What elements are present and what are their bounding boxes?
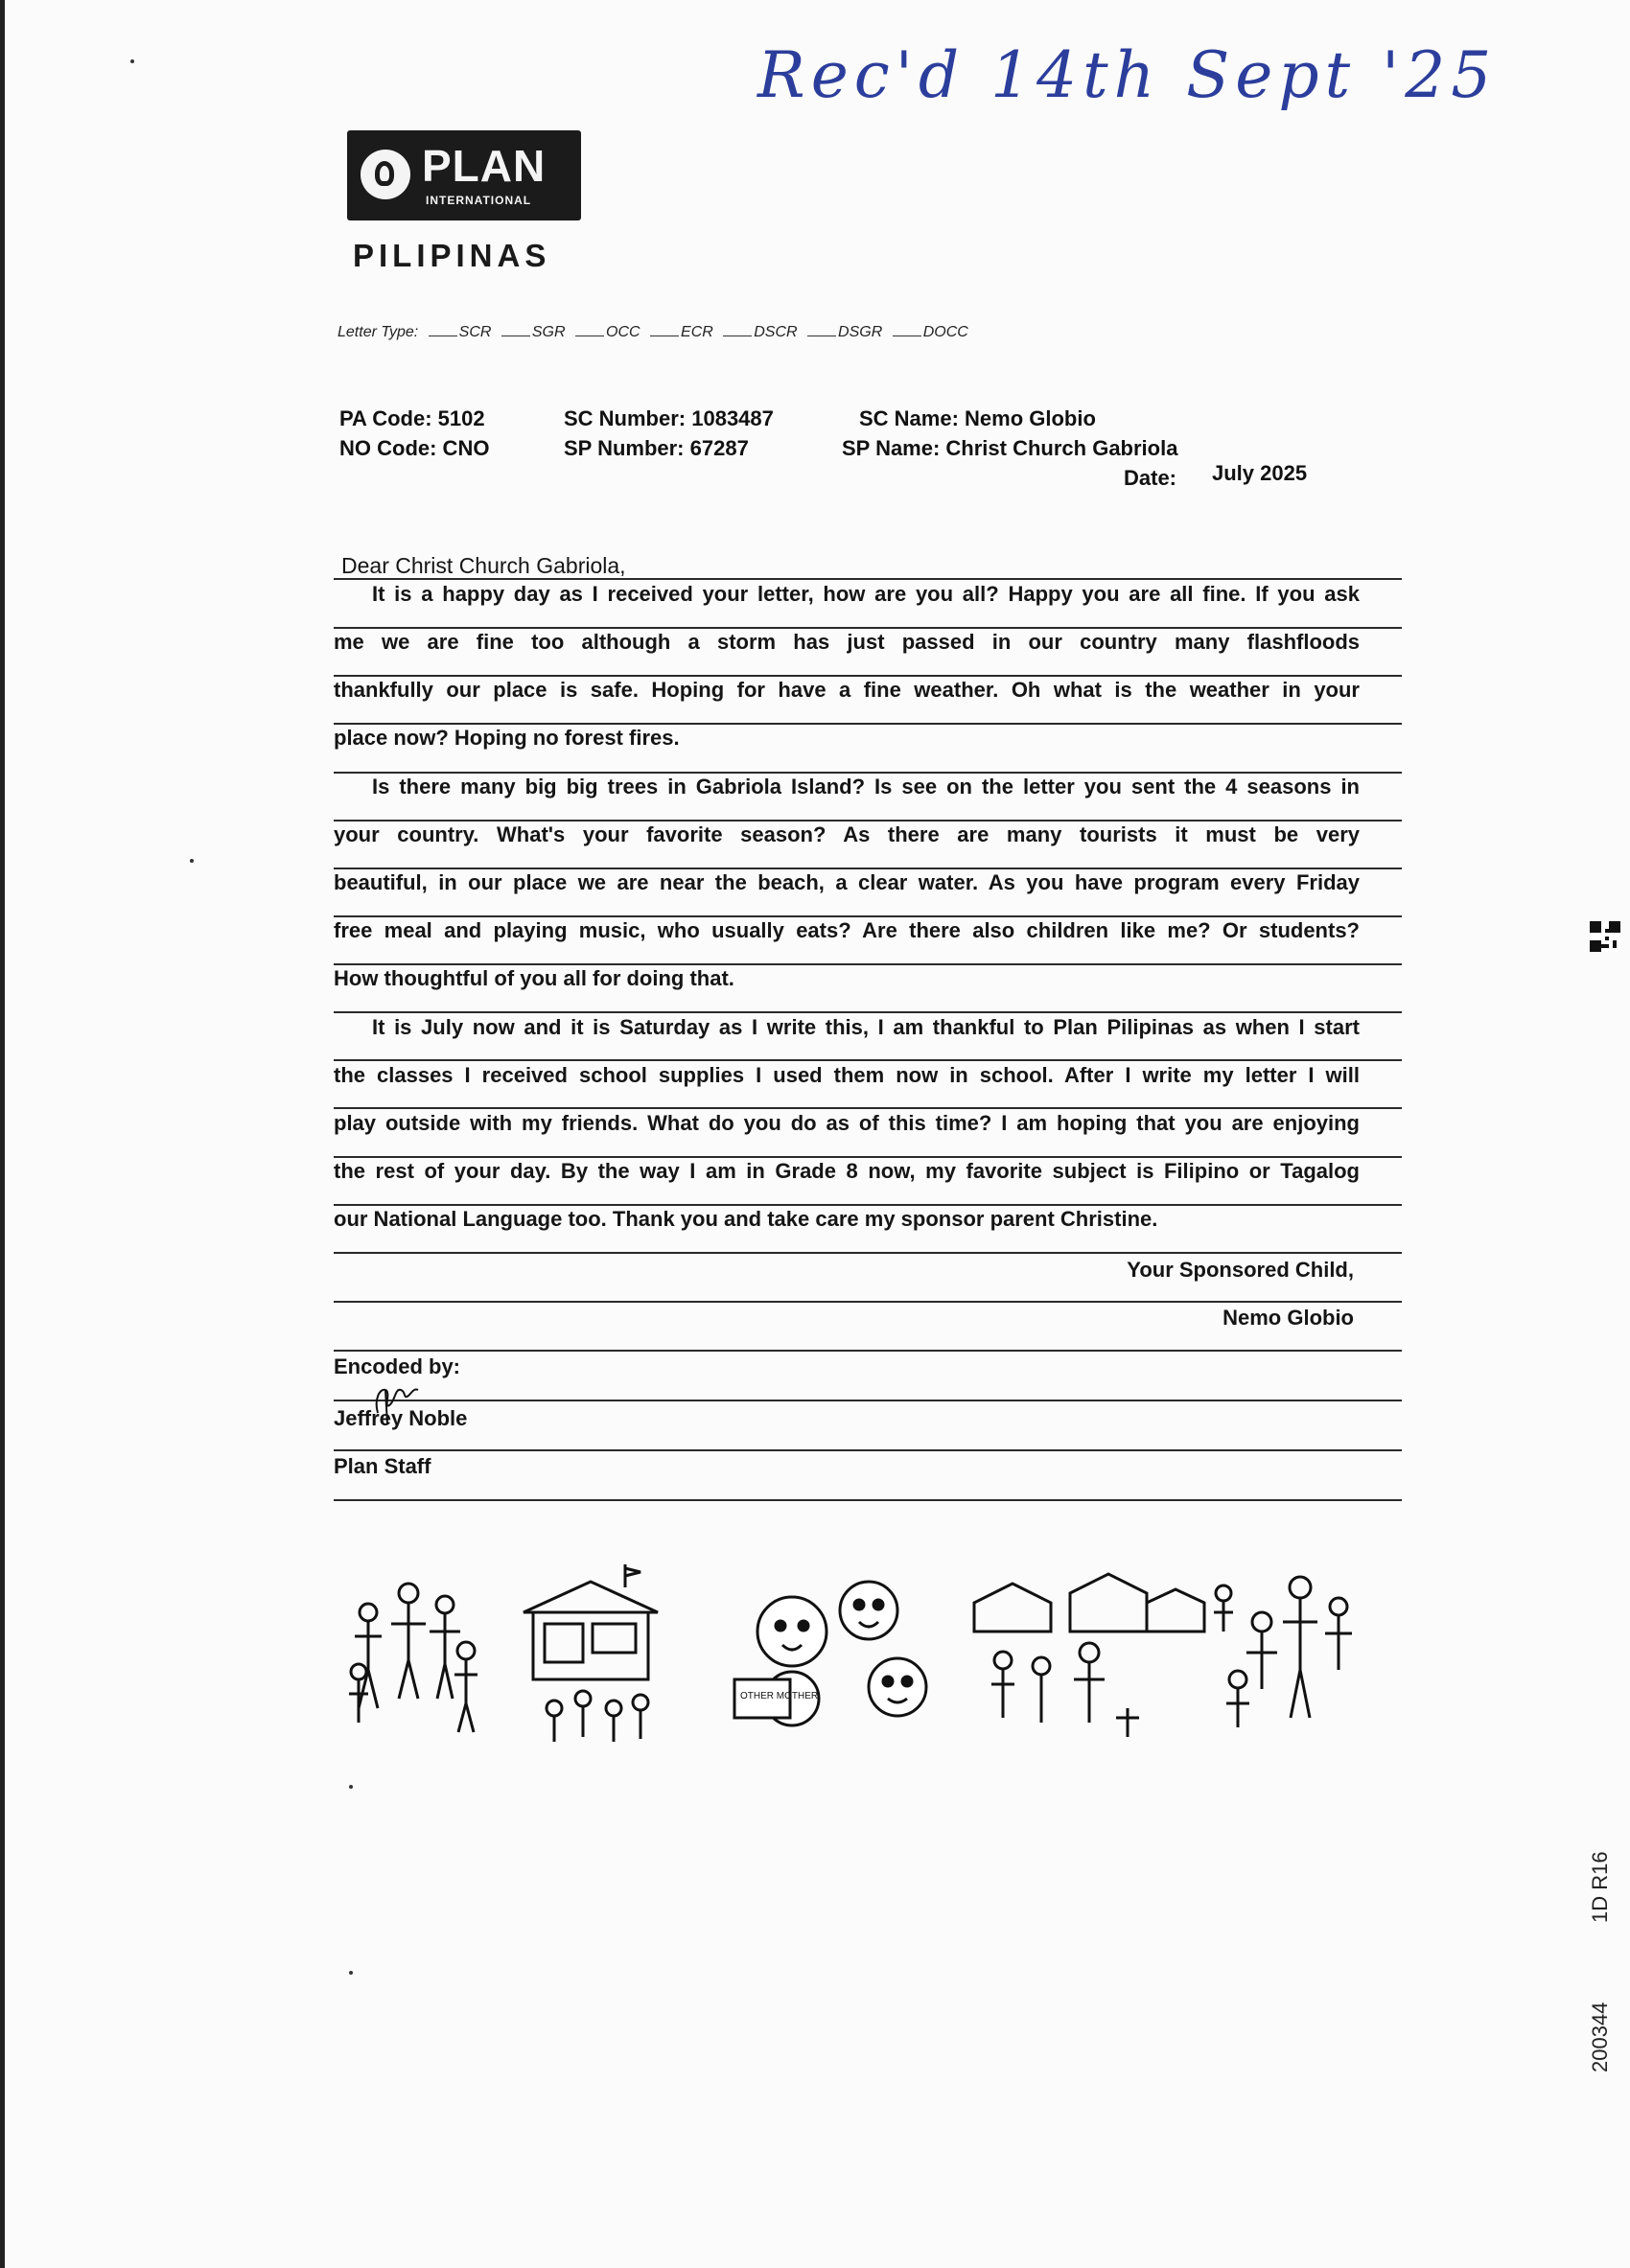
people-group-illustration (349, 1584, 477, 1732)
school-illustration (524, 1564, 658, 1742)
letter-line: thankfully our place is safe. Hoping for have a fine weather. Oh what is the weather in your (334, 678, 1360, 702)
letter-type-option: ECR (681, 324, 713, 340)
ruled-line (334, 1449, 1402, 1451)
letter-type-option: SGR (531, 324, 566, 340)
no-code: NO Code: CNO (339, 436, 490, 460)
ruled-line (334, 1301, 1402, 1303)
plan-logo (347, 130, 581, 220)
letter-type-row (338, 324, 968, 341)
children-faces-illustration (734, 1582, 926, 1725)
family-illustration (1214, 1577, 1352, 1727)
village-illustration (974, 1574, 1204, 1737)
date-value: July 2025 (1212, 461, 1308, 485)
letter-line: It is July now and it is Saturday as I write this, I am thankful to Plan Pilipinas as when I start (372, 1015, 1360, 1039)
letter-line: play outside with my friends. What do you do as of this time? I am hoping that you are enjoying (334, 1111, 1360, 1135)
illustration-strip (341, 1564, 1358, 1747)
encoded-by-label: Encoded by: (334, 1354, 461, 1378)
letter-greeting: Dear Christ Church Gabriola, (341, 553, 626, 578)
letter-line: our National Language too. Thank you and take care my sponsor parent Christine. (334, 1207, 1158, 1231)
encoder-name: Jeffrey Noble (334, 1406, 468, 1430)
scan-speck (349, 1785, 353, 1789)
letter-line: your country. What's your favorite season? As there are many tourists it must be very (334, 822, 1360, 846)
mother-card-label: OTHER MOTHER (740, 1691, 819, 1701)
child-name: Nemo Globio (1222, 1306, 1354, 1330)
ruled-line (334, 1107, 1402, 1109)
received-stamp-handwritten: Rec'd 14th Sept '25 (757, 38, 1498, 112)
letter-closing: Your Sponsored Child, (1127, 1258, 1354, 1282)
sc-name: SC Name: Nemo Globio (859, 406, 1096, 430)
pa-code: PA Code: 5102 (339, 406, 485, 430)
letter-line: How thoughtful of you all for doing that. (334, 966, 734, 990)
letter-line: me we are fine too although a storm has just passed in our country many flashfloods (334, 630, 1360, 654)
qr-code-icon (1590, 920, 1620, 953)
letter-type-option: DSCR (754, 324, 798, 340)
scan-page-edge (0, 0, 5, 2268)
ruled-line (334, 1400, 1402, 1401)
ruled-line (334, 1499, 1402, 1501)
letter-line: place now? Hoping no forest fires. (334, 726, 680, 750)
scan-speck (349, 1971, 353, 1975)
letter-type-option: DSGR (838, 324, 883, 340)
encoder-role: Plan Staff (334, 1454, 431, 1478)
date-label: Date: (1124, 466, 1177, 490)
letter-line: the rest of your day. By the way I am in Grade 8 now, my favorite subject is Filipino or Tagalog (334, 1159, 1360, 1183)
encoder-signature (366, 1371, 424, 1428)
plan-logo-icon (361, 150, 410, 199)
logo-subtitle: INTERNATIONAL (426, 194, 532, 207)
letter-line: the classes I received school supplies I used them now in school. After I write my letter I will (334, 1063, 1360, 1087)
sp-name: SP Name: Christ Church Gabriola (842, 436, 1178, 460)
ruled-line (334, 1252, 1402, 1254)
logo-name: PLAN (422, 141, 547, 191)
ruled-line (334, 1011, 1402, 1013)
letter-line: It is a happy day as I received your letter, how are you all? Happy you are all fine. If you ask (372, 582, 1360, 606)
logo-country: PILIPINAS (353, 238, 551, 273)
scanner-code-b: 200344 (1588, 2002, 1612, 2072)
letter-line: Is there many big big trees in Gabriola Island? Is see on the letter you sent the 4 seasons in (372, 775, 1360, 798)
letter-type-option: SCR (458, 324, 492, 340)
sc-number: SC Number: 1083487 (564, 406, 774, 430)
ruled-line (334, 1059, 1402, 1061)
ruled-line (334, 1350, 1402, 1352)
scan-speck (190, 859, 194, 863)
letter-line: free meal and playing music, who usually eats? Are there also children like me? Or students? (334, 918, 1360, 942)
scan-speck (130, 59, 134, 63)
letter-line: beautiful, in our place we are near the beach, a clear water. As you have program every Friday (334, 870, 1360, 894)
letter-type-option: OCC (606, 324, 640, 340)
scanner-code-a: 1D R16 (1588, 1851, 1612, 1923)
letter-type-option: DOCC (922, 324, 968, 340)
letter-type-label: Letter Type: (338, 324, 419, 340)
sp-number: SP Number: 67287 (564, 436, 749, 460)
